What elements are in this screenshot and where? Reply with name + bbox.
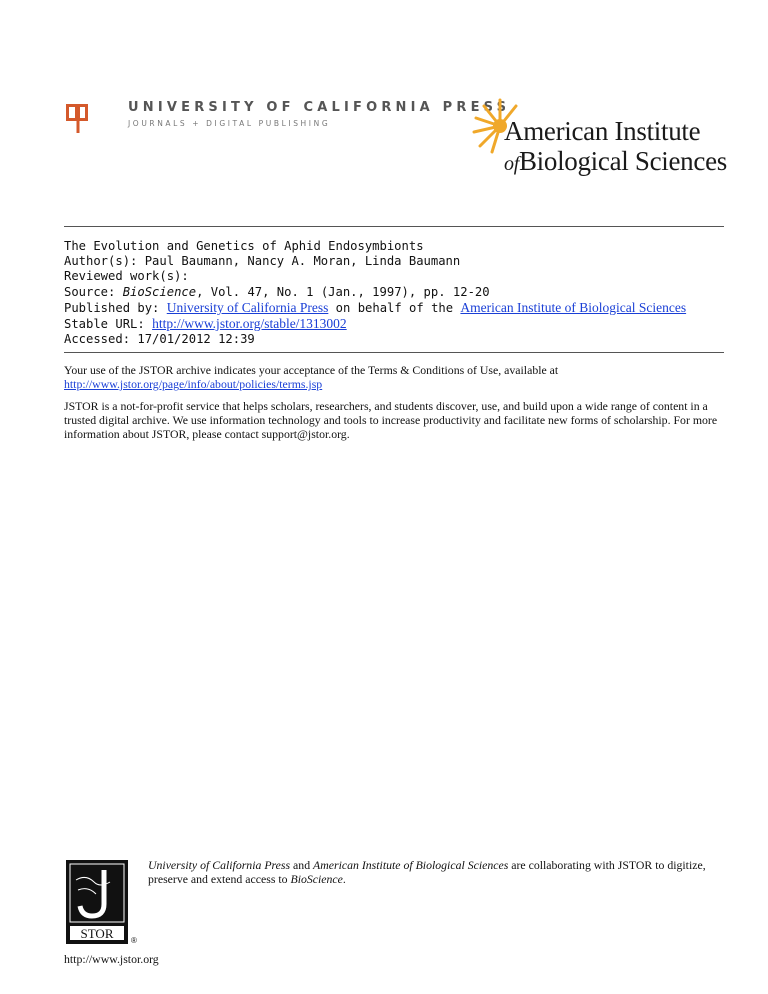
published-by-label: Published by: xyxy=(64,300,167,315)
published-by xyxy=(64,300,724,316)
publisher-branding xyxy=(128,100,510,128)
jstor-logo-text: STOR xyxy=(80,926,114,941)
ucp-logo-icon xyxy=(66,104,88,134)
on-behalf-text: on behalf of the xyxy=(328,300,461,315)
registered-mark: ® xyxy=(131,936,137,945)
society-name-of: of xyxy=(504,153,519,175)
society-name-main: Biological Sciences xyxy=(518,146,727,176)
accessed-date: Accessed: 17/01/2012 12:39 xyxy=(64,332,255,347)
society-name-line1: American Institute xyxy=(504,116,701,146)
article-metadata xyxy=(64,239,724,347)
jstor-logo-icon xyxy=(66,860,128,944)
terms-text: Your use of the JSTOR archive indicates your acceptance of the Terms & Conditions of Use, available at xyxy=(64,363,559,377)
footer-publisher: University of California Press xyxy=(148,858,291,872)
jstor-url[interactable]: http://www.jstor.org xyxy=(64,952,159,966)
top-divider xyxy=(64,226,724,227)
stable-url-label: Stable URL: xyxy=(64,317,153,332)
society-link[interactable]: American Institute of Biological Sciences xyxy=(460,299,687,315)
publisher-subtitle: JOURNALS + DIGITAL PUBLISHING xyxy=(128,119,331,128)
footer-collab-text: are collaborating with JSTOR to digitize, preserve and extend access to xyxy=(148,858,706,886)
reviewed-works: Reviewed work(s): xyxy=(64,269,189,284)
source-label: Source: xyxy=(64,284,123,299)
society-logo xyxy=(470,96,726,180)
footer-and: and xyxy=(290,858,314,872)
footer-period: . xyxy=(342,871,346,886)
source-journal: BioScience xyxy=(122,284,197,299)
footer-society: American Institute of Biological Sciences xyxy=(313,858,509,872)
collaboration-notice xyxy=(148,859,728,886)
jstor-about: JSTOR is a not-for-profit service that helps scholars, researchers, and students discover, use, and build upon a wide range of content in a trusted digital archive. We use information technology and tools to increase productivity and facilitate new forms of scholarship. For more information about JSTOR, please contact support@jstor.org. xyxy=(64,399,718,442)
terms-notice xyxy=(64,363,724,391)
publisher-name: UNIVERSITY OF CALIFORNIA PRESS xyxy=(128,100,511,115)
source-details: , Vol. 47, No. 1 (Jan., 1997), pp. 12-20 xyxy=(196,284,490,299)
terms-link[interactable]: http://www.jstor.org/page/info/about/policies/terms.jsp xyxy=(64,377,323,392)
society-name-line2 xyxy=(504,146,727,177)
article-authors: Author(s): Paul Baumann, Nancy A. Moran, Linda Baumann xyxy=(64,254,461,269)
article-title: The Evolution and Genetics of Aphid Endosymbionts xyxy=(64,239,424,253)
publisher-link[interactable]: University of California Press xyxy=(166,299,329,315)
stable-url xyxy=(64,316,724,332)
article-source xyxy=(64,285,724,300)
bottom-divider xyxy=(64,352,724,353)
footer-journal: BioScience xyxy=(290,871,343,886)
stable-url-link[interactable]: http://www.jstor.org/stable/1313002 xyxy=(152,316,347,332)
